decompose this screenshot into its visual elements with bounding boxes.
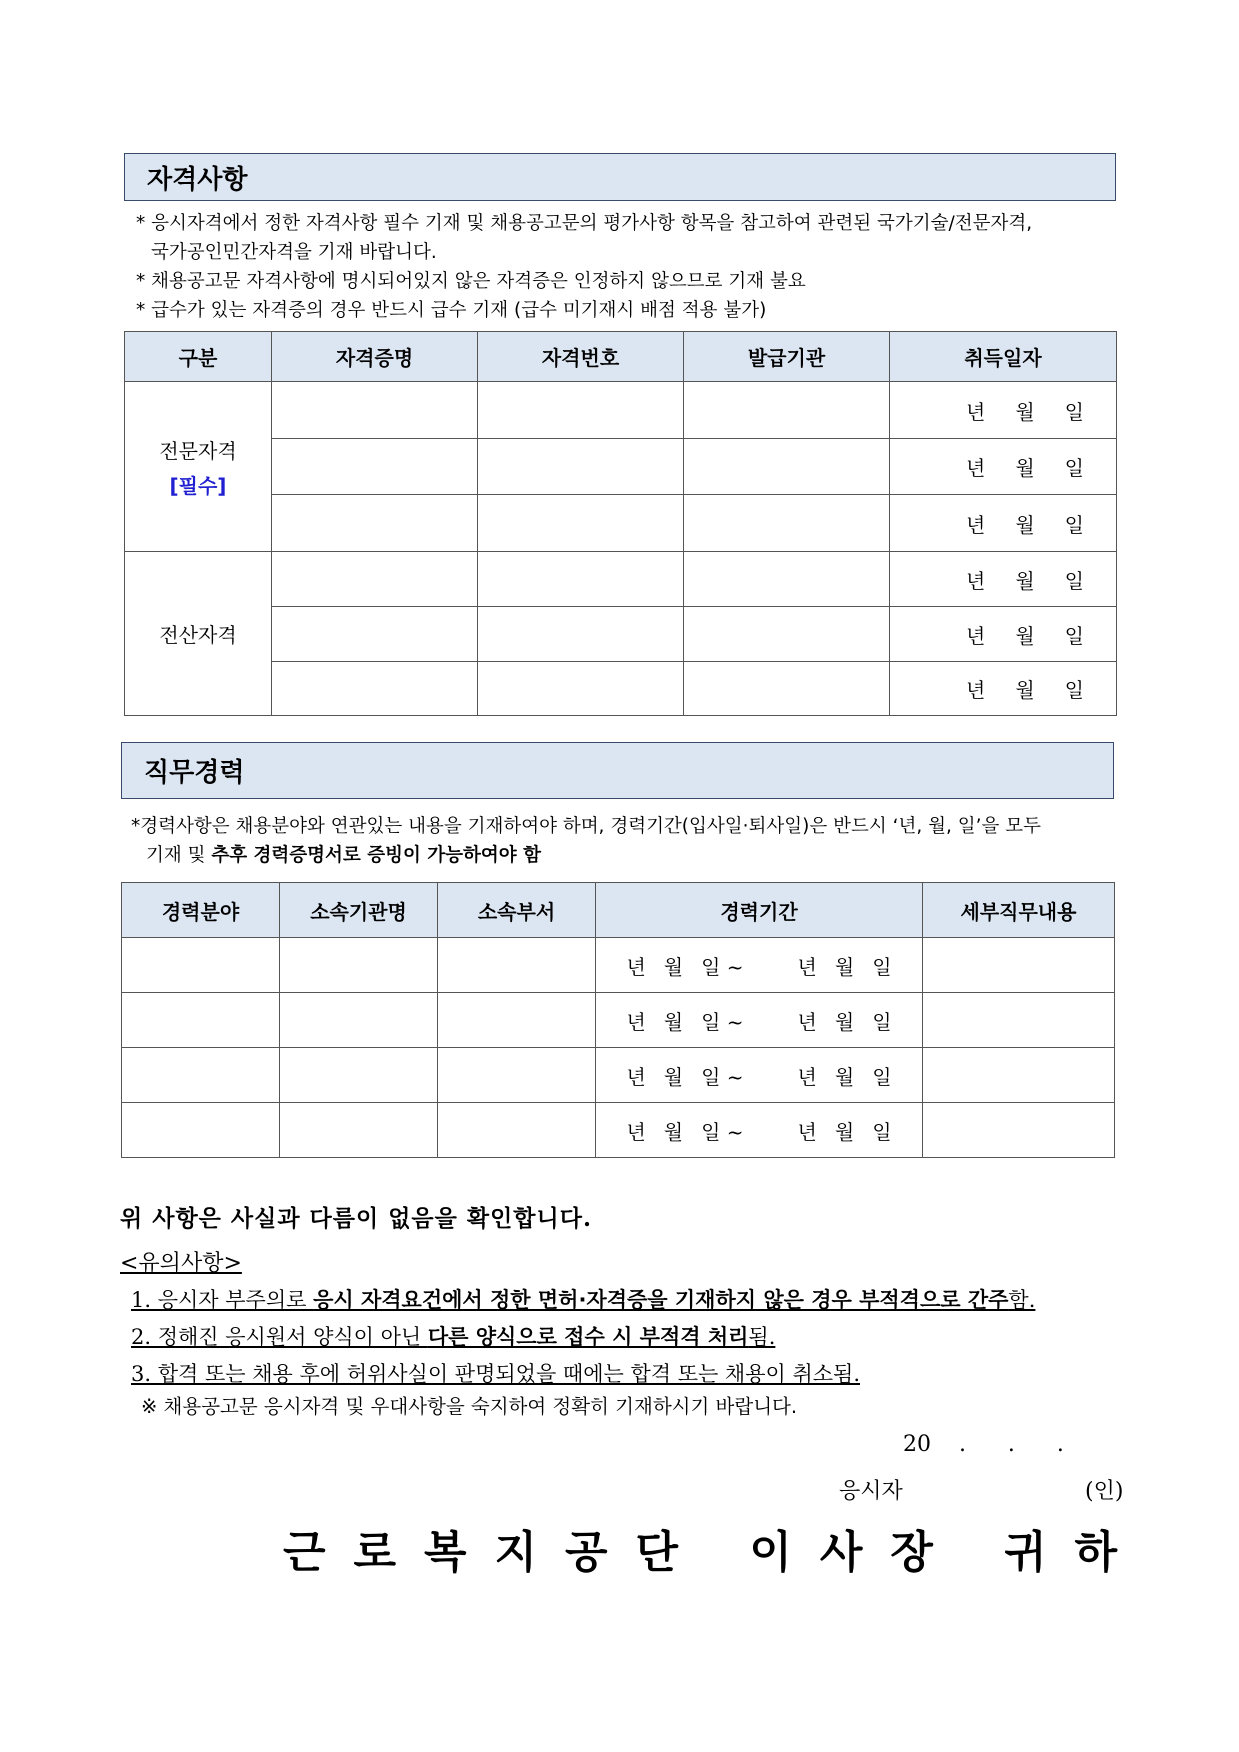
- duty-detail-cell[interactable]: [923, 938, 1115, 993]
- cert-number-cell[interactable]: [478, 382, 684, 439]
- qualification-notes: [136, 209, 1032, 325]
- duty-detail-cell[interactable]: [923, 1048, 1115, 1103]
- caution-item-2: 2. 정해진 응시원서 양식이 아닌 다른 양식으로 접수 시 부적격 처리됨.: [131, 1325, 776, 1349]
- acquired-date-cell[interactable]: 년 월 일: [890, 552, 1117, 607]
- duty-detail-cell[interactable]: [923, 1103, 1115, 1158]
- issuer-cell[interactable]: [684, 607, 890, 662]
- issuer-cell[interactable]: [684, 552, 890, 607]
- acquired-date-cell[interactable]: 년 월 일: [890, 382, 1117, 439]
- department-cell[interactable]: [438, 938, 596, 993]
- col-header: 경력기간: [596, 883, 923, 938]
- group-it: [125, 552, 272, 716]
- cert-name-cell[interactable]: [272, 607, 478, 662]
- career-period-cell[interactable]: 년 월 일 ~ 년 월 일: [596, 993, 923, 1048]
- acquired-date-cell[interactable]: 년 월 일: [890, 662, 1117, 716]
- qualification-table: [124, 331, 1117, 716]
- duty-detail-cell[interactable]: [923, 993, 1115, 1048]
- note-line: 기재 및 추후 경력증명서로 증빙이 가능하여야 함: [146, 845, 541, 866]
- career-notes: [131, 812, 1041, 870]
- cert-number-cell[interactable]: [478, 439, 684, 495]
- issuer-cell[interactable]: [684, 439, 890, 495]
- note-line: *경력사항은 채용분야와 연관있는 내용을 기재하여야 하며, 경력기간(입사일·퇴사일)은 반드시 ‘년, 월, 일’을 모두: [131, 816, 1041, 837]
- cert-name-cell[interactable]: [272, 439, 478, 495]
- table-row: [122, 1048, 1115, 1103]
- addressee: 근로복지공단 이사장 귀하: [283, 1527, 1146, 1578]
- col-header: 발급기관: [684, 332, 890, 382]
- col-header: 취득일자: [890, 332, 1117, 382]
- applicant-label: 응시자: [839, 1479, 903, 1504]
- career-field-cell[interactable]: [122, 1048, 280, 1103]
- cert-number-cell[interactable]: [478, 495, 684, 552]
- department-cell[interactable]: [438, 1103, 596, 1158]
- cert-number-cell[interactable]: [478, 662, 684, 716]
- department-cell[interactable]: [438, 1048, 596, 1103]
- group-label: 전문자격: [159, 438, 237, 463]
- note-line: 국가공인민간자격을 기재 바랍니다.: [151, 242, 437, 263]
- cert-name-cell[interactable]: [272, 495, 478, 552]
- career-period-cell[interactable]: 년 월 일 ~ 년 월 일: [596, 1048, 923, 1103]
- cert-name-cell[interactable]: [272, 552, 478, 607]
- col-header: 소속부서: [438, 883, 596, 938]
- acquired-date-cell[interactable]: 년 월 일: [890, 607, 1117, 662]
- col-header: 자격증명: [272, 332, 478, 382]
- table-row: [122, 1103, 1115, 1158]
- col-header: 세부직무내용: [923, 883, 1115, 938]
- caution-title: <유의사항>: [120, 1251, 242, 1276]
- issuer-cell[interactable]: [684, 382, 890, 439]
- note-line: * 채용공고문 자격사항에 명시되어있지 않은 자격증은 인정하지 않으므로 기재 불요: [136, 271, 806, 292]
- confirmation-statement: 위 사항은 사실과 다름이 없음을 확인합니다.: [120, 1205, 592, 1232]
- date-line[interactable]: 20 . . .: [903, 1432, 1064, 1457]
- org-name-cell[interactable]: [280, 1048, 438, 1103]
- issuer-cell[interactable]: [684, 495, 890, 552]
- group-label: 전산자격: [159, 623, 237, 647]
- table-row: [122, 993, 1115, 1048]
- org-name-cell[interactable]: [280, 993, 438, 1048]
- career-section-title: 직무경력: [121, 742, 1114, 799]
- note-line: * 급수가 있는 자격증의 경우 반드시 급수 기재 (급수 미기재시 배점 적용 불가): [136, 300, 767, 321]
- cert-number-cell[interactable]: [478, 607, 684, 662]
- col-header: 경력분야: [122, 883, 280, 938]
- required-badge: [필수]: [169, 473, 227, 498]
- col-header: 구분: [125, 332, 272, 382]
- career-period-cell[interactable]: 년 월 일 ~ 년 월 일: [596, 1103, 923, 1158]
- career-field-cell[interactable]: [122, 993, 280, 1048]
- issuer-cell[interactable]: [684, 662, 890, 716]
- career-period-cell[interactable]: 년 월 일 ~ 년 월 일: [596, 938, 923, 993]
- career-field-cell[interactable]: [122, 938, 280, 993]
- note-line: * 응시자격에서 정한 자격사항 필수 기재 및 채용공고문의 평가사항 항목을 참고하여 관련된 국가기술/전문자격,: [136, 213, 1033, 234]
- acquired-date-cell[interactable]: 년 월 일: [890, 495, 1117, 552]
- table-row: [122, 938, 1115, 993]
- cert-name-cell[interactable]: [272, 382, 478, 439]
- org-name-cell[interactable]: [280, 1103, 438, 1158]
- col-header: 자격번호: [478, 332, 684, 382]
- seal-mark: (인): [1085, 1479, 1124, 1504]
- cert-number-cell[interactable]: [478, 552, 684, 607]
- qualification-section-title: 자격사항: [124, 153, 1116, 201]
- group-professional: [125, 382, 272, 552]
- career-field-cell[interactable]: [122, 1103, 280, 1158]
- org-name-cell[interactable]: [280, 938, 438, 993]
- department-cell[interactable]: [438, 993, 596, 1048]
- career-table: [121, 882, 1115, 1158]
- caution-item-3: 3. 합격 또는 채용 후에 허위사실이 판명되었을 때에는 합격 또는 채용이 취소됨.: [131, 1362, 861, 1386]
- cert-name-cell[interactable]: [272, 662, 478, 716]
- remark: ※ 채용공고문 응시자격 및 우대사항을 숙지하여 정확히 기재하시기 바랍니다.: [141, 1395, 798, 1418]
- acquired-date-cell[interactable]: 년 월 일: [890, 439, 1117, 495]
- caution-item-1: 1. 응시자 부주의로 응시 자격요건에서 정한 면허·자격증을 기재하지 않은 경우 부적격으로 간주함.: [131, 1288, 1036, 1312]
- col-header: 소속기관명: [280, 883, 438, 938]
